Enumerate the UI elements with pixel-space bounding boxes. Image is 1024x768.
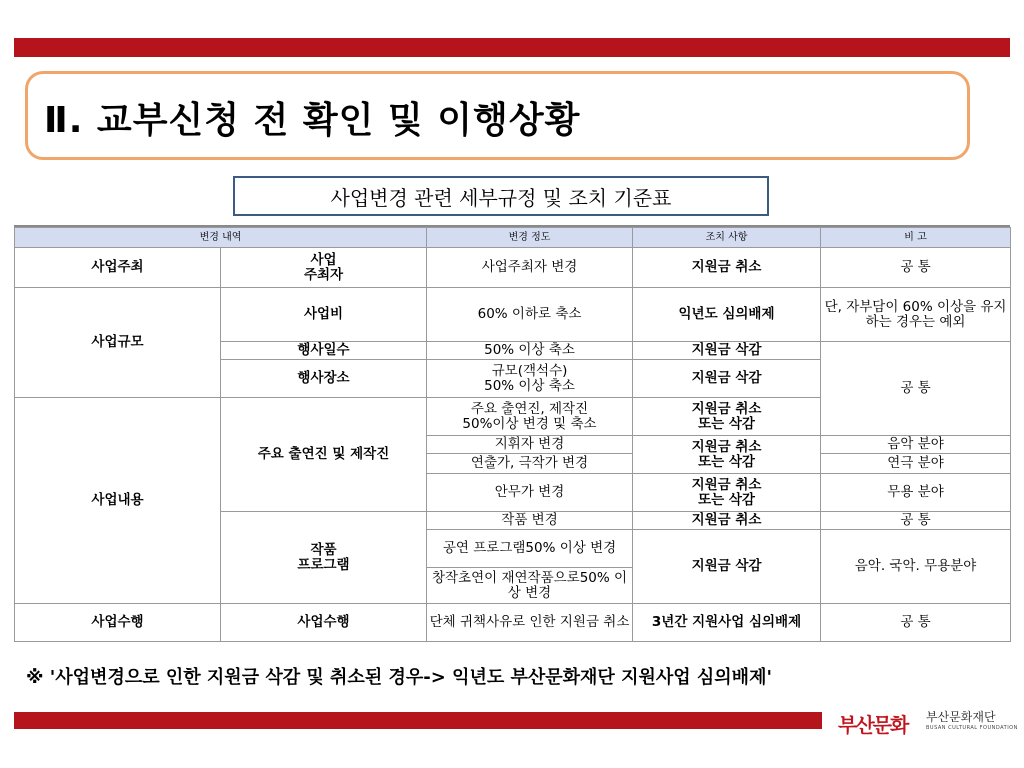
rules-table-wrapper — [14, 225, 1010, 642]
remarks-cell: 공 통 — [821, 604, 1011, 642]
category-cell: 사업규모 — [15, 288, 221, 398]
action-cell: 익년도 심의배제 — [633, 288, 821, 342]
item-cell: 사업비 — [221, 288, 427, 342]
header-change-item: 변경 내역 — [15, 228, 427, 248]
item-cell: 사업수행 — [221, 604, 427, 642]
action-cell: 지원금 삭감 — [633, 342, 821, 360]
table-caption: 사업변경 관련 세부규정 및 조치 기준표 — [233, 176, 769, 216]
logo-name: 부산문화재단 — [926, 710, 996, 724]
remarks-cell: 음악 분야 — [821, 436, 1011, 454]
degree-cell: 지휘자 변경 — [427, 436, 633, 454]
degree-cell: 창작초연이 재연작품으로50% 이상 변경 — [427, 568, 633, 604]
action-cell: 3년간 지원사업 심의배제 — [633, 604, 821, 642]
remarks-cell: 공 통 — [821, 342, 1011, 436]
table-row — [15, 248, 1011, 288]
header-change-degree: 변경 정도 — [427, 228, 633, 248]
table-row — [15, 288, 1011, 342]
remarks-cell: 무용 분야 — [821, 474, 1011, 512]
title-box — [25, 71, 970, 160]
logo-mark: 부산문화 — [838, 713, 908, 737]
degree-cell: 단체 귀책사유로 인한 지원금 취소 — [427, 604, 633, 642]
action-cell: 지원금 취소 — [633, 512, 821, 530]
item-cell: 행사일수 — [221, 342, 427, 360]
degree-cell: 60% 이하로 축소 — [427, 288, 633, 342]
item-cell: 행사장소 — [221, 360, 427, 398]
degree-cell: 규모(객석수) 50% 이상 축소 — [427, 360, 633, 398]
table-header-row — [15, 228, 1011, 248]
degree-cell: 주요 출연진, 제작진 50%이상 변경 및 축소 — [427, 398, 633, 436]
action-cell: 지원금 삭감 — [633, 360, 821, 398]
remarks-cell: 음악. 국악. 무용분야 — [821, 530, 1011, 604]
degree-cell: 작품 변경 — [427, 512, 633, 530]
degree-cell: 안무가 변경 — [427, 474, 633, 512]
action-cell: 지원금 취소 또는 삭감 — [633, 398, 821, 436]
footnote: ※ '사업변경으로 인한 지원금 삭감 및 취소된 경우-> 익년도 부산문화재단 지원사업 심의배제' — [26, 667, 772, 688]
header-action: 조치 사항 — [633, 228, 821, 248]
bottom-accent-bar — [14, 712, 822, 729]
degree-cell: 공연 프로그램50% 이상 변경 — [427, 530, 633, 568]
item-cell: 작품 프로그램 — [221, 512, 427, 604]
foundation-logo — [838, 706, 1018, 737]
item-cell: 주요 출연진 및 제작진 — [221, 398, 427, 512]
item-cell: 사업 주최자 — [221, 248, 427, 288]
action-cell: 지원금 삭감 — [633, 530, 821, 604]
remarks-cell: 연극 분야 — [821, 454, 1011, 474]
action-cell: 지원금 취소 또는 삭감 — [633, 474, 821, 512]
degree-cell: 연출가, 극작가 변경 — [427, 454, 633, 474]
degree-cell: 50% 이상 축소 — [427, 342, 633, 360]
logo-subtitle: BUSAN CULTURAL FOUNDATION — [926, 725, 1018, 731]
page-title: Ⅱ. 교부신청 전 확인 및 이행상황 — [44, 100, 581, 141]
table-row — [15, 604, 1011, 642]
category-cell: 사업내용 — [15, 398, 221, 604]
action-cell: 지원금 취소 또는 삭감 — [633, 436, 821, 474]
category-cell: 사업주최 — [15, 248, 221, 288]
degree-cell: 사업주최자 변경 — [427, 248, 633, 288]
action-cell: 지원금 취소 — [633, 248, 821, 288]
category-cell: 사업수행 — [15, 604, 221, 642]
rules-table — [14, 227, 1011, 642]
remarks-cell: 공 통 — [821, 512, 1011, 530]
remarks-cell: 공 통 — [821, 248, 1011, 288]
top-accent-bar — [14, 38, 1010, 57]
header-remarks: 비 고 — [821, 228, 1011, 248]
remarks-cell: 단, 자부담이 60% 이상을 유지하는 경우는 예외 — [821, 288, 1011, 342]
